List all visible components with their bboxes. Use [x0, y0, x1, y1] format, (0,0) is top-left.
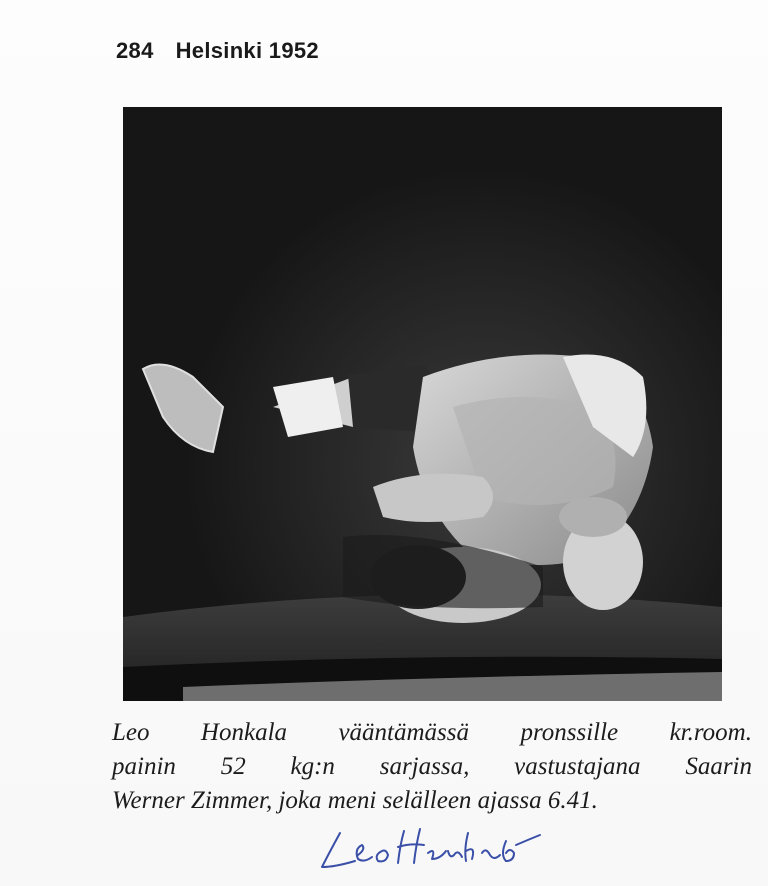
photo-caption	[112, 716, 752, 818]
running-head-title: Helsinki 1952	[175, 38, 319, 63]
caption-line: Leo Honkala vääntämässä pronssille kr.room.	[112, 719, 752, 746]
signature-drawing	[300, 815, 570, 875]
wrestling-photo	[123, 107, 722, 701]
page-number: 284	[116, 38, 154, 63]
cropped-text-line	[180, 872, 600, 886]
handwritten-signature	[300, 815, 570, 875]
running-head	[116, 38, 319, 64]
caption-line: painin 52 kg:n sarjassa, vastustajana Saarin	[112, 753, 752, 780]
wrestling-photo-illustration	[123, 107, 722, 701]
caption-line: Werner Zimmer, joka meni selälleen ajassa 6.41.	[112, 787, 598, 814]
